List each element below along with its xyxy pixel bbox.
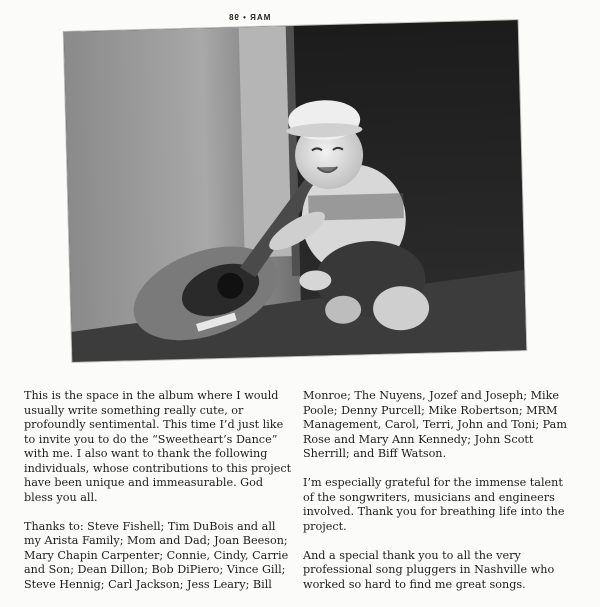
date-stamp: MAR • 98: [228, 13, 271, 22]
left-text-column: [24, 389, 292, 607]
thanks-paragraph: Thanks to: Steve Fishell; Tim DuBois and all my Arista Family; Mom and Dad; Joan Beeson; Mary Chapin Carpenter; Connie, Cindy, Carrie and Son; Dean Dillon; Bob DiPiero; Vince Gill; Steve Hennig; Carl Jackson; Jess Leary; Bill: [24, 519, 289, 591]
right-text-column: [303, 389, 583, 607]
baby-with-guitar-photo: [64, 20, 526, 362]
thanks-continued-paragraph: Monroe; The Nuyens, Jozef and Joseph; Mike Poole; Denny Purcell; Mike Robertson; MRM Management, Carol, Terri, John and Toni; Pam Rose and Mary Ann Kennedy; John Scott Sherrill; and Biff Watson.: [303, 389, 567, 460]
intro-paragraph: This is the space in the album where I would usually write something really cute, or profoundly sentimental. This time I’d just like to invite you to do the “Sweetheart’s Dance” with me. I also want to thank the following individuals, whose contributions to this project have been unique and immeasurable. God bless you all.: [24, 389, 292, 504]
gratitude-paragraph: I’m especially grateful for the immense talent of the songwriters, musicians and engineers involved. Thank you for breathing life into the project.: [303, 476, 565, 533]
song-pluggers-paragraph: And a special thank you to all the very professional song pluggers in Nashville who worked so hard to find me great songs.: [303, 548, 555, 591]
